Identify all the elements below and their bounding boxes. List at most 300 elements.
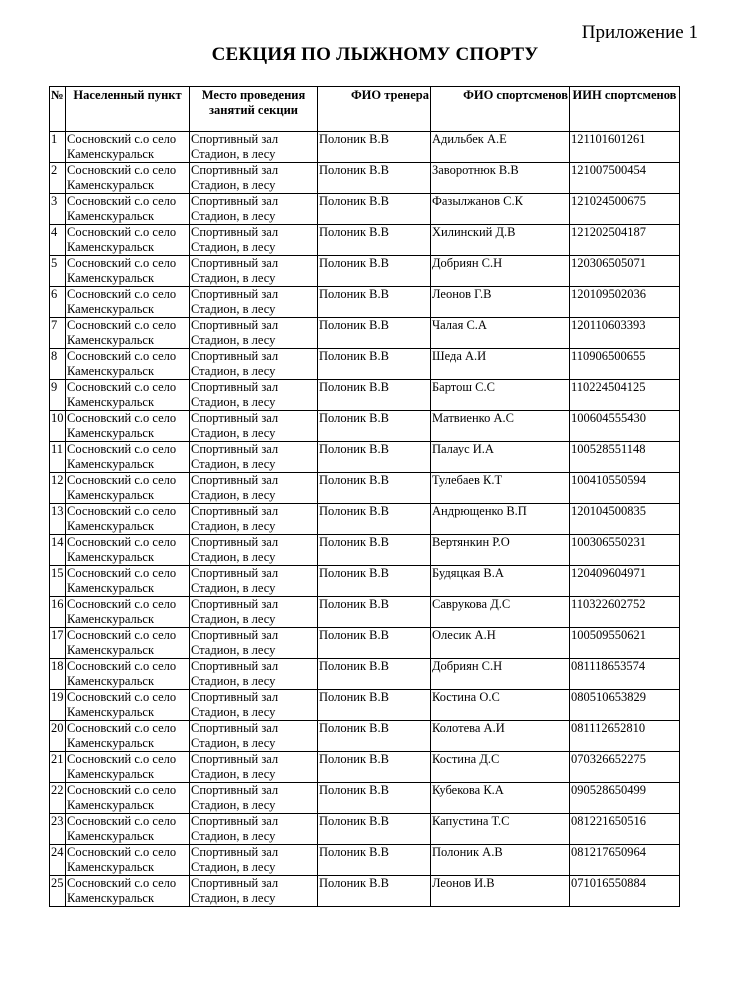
row-number-cell bbox=[50, 597, 66, 628]
locality-text: Каменскуральск bbox=[67, 829, 155, 843]
athlete-text: Шеда А.И bbox=[432, 349, 487, 363]
place-text: Спортивный зал bbox=[191, 597, 279, 611]
iin-cell bbox=[570, 287, 680, 318]
iin-cell bbox=[570, 566, 680, 597]
row-number-text: 1 bbox=[51, 132, 58, 146]
row-number-cell bbox=[50, 752, 66, 783]
table-row bbox=[50, 721, 680, 752]
coach-text: Полоник В.В bbox=[319, 876, 389, 890]
row-number-text: 14 bbox=[51, 535, 64, 549]
athlete-cell bbox=[431, 163, 570, 194]
place-text: Спортивный зал bbox=[191, 411, 279, 425]
locality-text: Сосновский с.о село bbox=[67, 318, 177, 332]
coach-text: Полоник В.В bbox=[319, 690, 389, 704]
coach-text: Полоник В.В bbox=[319, 442, 389, 456]
iin-text: 110322602752 bbox=[571, 597, 646, 611]
place-text: Спортивный зал bbox=[191, 287, 279, 301]
locality-text: Сосновский с.о село bbox=[67, 473, 177, 487]
iin-cell bbox=[570, 721, 680, 752]
coach-text: Полоник В.В bbox=[319, 318, 389, 332]
coach-text: Полоник В.В bbox=[319, 504, 389, 518]
coach-text: Полоник В.В bbox=[319, 349, 389, 363]
column-header-place: Место проведения занятий секции bbox=[190, 87, 318, 132]
column-header-iin: ИИН спортсменов bbox=[570, 87, 680, 132]
place-text: Спортивный зал bbox=[191, 194, 279, 208]
locality-cell bbox=[66, 535, 190, 566]
place-cell bbox=[190, 318, 318, 349]
table-row bbox=[50, 132, 680, 163]
place-text: Спортивный зал bbox=[191, 721, 279, 735]
coach-cell bbox=[318, 876, 431, 907]
coach-cell bbox=[318, 752, 431, 783]
iin-text: 081118653574 bbox=[571, 659, 646, 673]
coach-cell bbox=[318, 194, 431, 225]
coach-cell bbox=[318, 721, 431, 752]
place-cell bbox=[190, 194, 318, 225]
locality-text: Сосновский с.о село bbox=[67, 597, 177, 611]
row-number-cell bbox=[50, 163, 66, 194]
locality-text: Каменскуральск bbox=[67, 736, 155, 750]
locality-cell bbox=[66, 783, 190, 814]
row-number-cell bbox=[50, 442, 66, 473]
appendix-label: Приложение 1 bbox=[581, 22, 698, 43]
athlete-text: Костина Д.С bbox=[432, 752, 500, 766]
athlete-cell bbox=[431, 752, 570, 783]
athlete-cell bbox=[431, 566, 570, 597]
coach-cell bbox=[318, 411, 431, 442]
iin-text: 100306550231 bbox=[571, 535, 646, 549]
place-text: Спортивный зал bbox=[191, 814, 279, 828]
row-number-cell bbox=[50, 504, 66, 535]
locality-text: Сосновский с.о село bbox=[67, 659, 177, 673]
locality-text: Каменскуральск bbox=[67, 674, 155, 688]
place-text: Спортивный зал bbox=[191, 566, 279, 580]
locality-text: Сосновский с.о село bbox=[67, 442, 177, 456]
coach-cell bbox=[318, 690, 431, 721]
locality-cell bbox=[66, 380, 190, 411]
row-number-text: 15 bbox=[51, 566, 64, 580]
coach-text: Полоник В.В bbox=[319, 535, 389, 549]
table-row bbox=[50, 256, 680, 287]
place-text: Стадион, в лесу bbox=[191, 798, 276, 812]
row-number-text: 21 bbox=[51, 752, 64, 766]
athlete-cell bbox=[431, 721, 570, 752]
coach-text: Полоник В.В bbox=[319, 132, 389, 146]
athlete-cell bbox=[431, 845, 570, 876]
iin-cell bbox=[570, 411, 680, 442]
locality-text: Сосновский с.о село bbox=[67, 783, 177, 797]
place-text: Стадион, в лесу bbox=[191, 767, 276, 781]
locality-text: Каменскуральск bbox=[67, 860, 155, 874]
iin-cell bbox=[570, 628, 680, 659]
place-cell bbox=[190, 814, 318, 845]
row-number-text: 18 bbox=[51, 659, 64, 673]
iin-text: 110906500655 bbox=[571, 349, 646, 363]
row-number-text: 10 bbox=[51, 411, 64, 425]
place-text: Стадион, в лесу bbox=[191, 581, 276, 595]
locality-text: Сосновский с.о село bbox=[67, 752, 177, 766]
place-text: Спортивный зал bbox=[191, 659, 279, 673]
iin-cell bbox=[570, 690, 680, 721]
locality-text: Сосновский с.о село bbox=[67, 504, 177, 518]
place-cell bbox=[190, 411, 318, 442]
place-text: Стадион, в лесу bbox=[191, 426, 276, 440]
place-text: Стадион, в лесу bbox=[191, 209, 276, 223]
place-cell bbox=[190, 690, 318, 721]
locality-cell bbox=[66, 752, 190, 783]
coach-cell bbox=[318, 225, 431, 256]
iin-text: 090528650499 bbox=[571, 783, 646, 797]
locality-text: Каменскуральск bbox=[67, 147, 155, 161]
coach-text: Полоник В.В bbox=[319, 225, 389, 239]
place-text: Спортивный зал bbox=[191, 628, 279, 642]
table-row bbox=[50, 411, 680, 442]
iin-cell bbox=[570, 659, 680, 690]
coach-cell bbox=[318, 132, 431, 163]
locality-text: Сосновский с.о село bbox=[67, 628, 177, 642]
coach-cell bbox=[318, 349, 431, 380]
table-row bbox=[50, 659, 680, 690]
place-text: Спортивный зал bbox=[191, 318, 279, 332]
row-number-cell bbox=[50, 256, 66, 287]
locality-text: Сосновский с.о село bbox=[67, 287, 177, 301]
place-text: Стадион, в лесу bbox=[191, 147, 276, 161]
locality-cell bbox=[66, 814, 190, 845]
coach-cell bbox=[318, 318, 431, 349]
place-text: Стадион, в лесу bbox=[191, 736, 276, 750]
place-text: Стадион, в лесу bbox=[191, 705, 276, 719]
row-number-cell bbox=[50, 132, 66, 163]
iin-cell bbox=[570, 225, 680, 256]
iin-text: 100410550594 bbox=[571, 473, 646, 487]
table-row bbox=[50, 504, 680, 535]
row-number-cell bbox=[50, 628, 66, 659]
table-row bbox=[50, 473, 680, 504]
iin-text: 071016550884 bbox=[571, 876, 646, 890]
row-number-text: 7 bbox=[51, 318, 58, 332]
coach-text: Полоник В.В bbox=[319, 380, 389, 394]
place-text: Стадион, в лесу bbox=[191, 302, 276, 316]
place-text: Стадион, в лесу bbox=[191, 364, 276, 378]
table-row bbox=[50, 442, 680, 473]
iin-cell bbox=[570, 473, 680, 504]
locality-text: Каменскуральск bbox=[67, 240, 155, 254]
column-header-number: № bbox=[50, 87, 66, 132]
iin-text: 120110603393 bbox=[571, 318, 646, 332]
locality-text: Сосновский с.о село bbox=[67, 845, 177, 859]
place-cell bbox=[190, 442, 318, 473]
place-text: Стадион, в лесу bbox=[191, 891, 276, 905]
athlete-cell bbox=[431, 597, 570, 628]
place-cell bbox=[190, 504, 318, 535]
iin-cell bbox=[570, 535, 680, 566]
coach-text: Полоник В.В bbox=[319, 194, 389, 208]
locality-text: Каменскуральск bbox=[67, 519, 155, 533]
athlete-text: Добриян С.Н bbox=[432, 659, 503, 673]
locality-cell bbox=[66, 504, 190, 535]
coach-cell bbox=[318, 380, 431, 411]
coach-cell bbox=[318, 535, 431, 566]
athlete-cell bbox=[431, 225, 570, 256]
place-text: Стадион, в лесу bbox=[191, 643, 276, 657]
table-row bbox=[50, 876, 680, 907]
iin-text: 070326652275 bbox=[571, 752, 646, 766]
locality-text: Сосновский с.о село bbox=[67, 721, 177, 735]
row-number-text: 25 bbox=[51, 876, 64, 890]
locality-cell bbox=[66, 349, 190, 380]
place-cell bbox=[190, 132, 318, 163]
row-number-text: 11 bbox=[51, 442, 64, 456]
place-text: Спортивный зал bbox=[191, 504, 279, 518]
table-row bbox=[50, 597, 680, 628]
locality-cell bbox=[66, 876, 190, 907]
place-cell bbox=[190, 256, 318, 287]
row-number-cell bbox=[50, 535, 66, 566]
row-number-cell bbox=[50, 287, 66, 318]
place-text: Стадион, в лесу bbox=[191, 519, 276, 533]
athlete-cell bbox=[431, 411, 570, 442]
row-number-cell bbox=[50, 690, 66, 721]
place-cell bbox=[190, 659, 318, 690]
locality-cell bbox=[66, 132, 190, 163]
row-number-text: 9 bbox=[51, 380, 58, 394]
locality-text: Каменскуральск bbox=[67, 581, 155, 595]
locality-text: Каменскуральск bbox=[67, 333, 155, 347]
athlete-text: Хилинский Д.В bbox=[432, 225, 516, 239]
place-text: Стадион, в лесу bbox=[191, 488, 276, 502]
table-row bbox=[50, 535, 680, 566]
locality-cell bbox=[66, 318, 190, 349]
place-text: Спортивный зал bbox=[191, 256, 279, 270]
locality-cell bbox=[66, 442, 190, 473]
coach-text: Полоник В.В bbox=[319, 256, 389, 270]
row-number-text: 2 bbox=[51, 163, 58, 177]
coach-text: Полоник В.В bbox=[319, 845, 389, 859]
place-text: Спортивный зал bbox=[191, 225, 279, 239]
locality-text: Каменскуральск bbox=[67, 643, 155, 657]
locality-text: Каменскуральск bbox=[67, 426, 155, 440]
locality-cell bbox=[66, 566, 190, 597]
place-text: Стадион, в лесу bbox=[191, 674, 276, 688]
place-cell bbox=[190, 287, 318, 318]
place-cell bbox=[190, 225, 318, 256]
iin-cell bbox=[570, 845, 680, 876]
coach-cell bbox=[318, 659, 431, 690]
coach-text: Полоник В.В bbox=[319, 783, 389, 797]
coach-cell bbox=[318, 504, 431, 535]
coach-text: Полоник В.В bbox=[319, 659, 389, 673]
athlete-text: Костина О.С bbox=[432, 690, 500, 704]
table-row bbox=[50, 690, 680, 721]
row-number-text: 4 bbox=[51, 225, 58, 239]
table-row bbox=[50, 783, 680, 814]
table-row bbox=[50, 845, 680, 876]
place-text: Стадион, в лесу bbox=[191, 333, 276, 347]
place-cell bbox=[190, 535, 318, 566]
coach-text: Полоник В.В bbox=[319, 752, 389, 766]
iin-text: 100509550621 bbox=[571, 628, 646, 642]
coach-cell bbox=[318, 287, 431, 318]
locality-text: Сосновский с.о село bbox=[67, 690, 177, 704]
athlete-text: Вертянкин Р.О bbox=[432, 535, 510, 549]
row-number-cell bbox=[50, 566, 66, 597]
place-text: Спортивный зал bbox=[191, 380, 279, 394]
row-number-text: 3 bbox=[51, 194, 58, 208]
locality-cell bbox=[66, 287, 190, 318]
athlete-text: Бартош С.С bbox=[432, 380, 495, 394]
place-cell bbox=[190, 597, 318, 628]
row-number-cell bbox=[50, 845, 66, 876]
table-row bbox=[50, 225, 680, 256]
table-body bbox=[50, 132, 680, 907]
locality-text: Каменскуральск bbox=[67, 612, 155, 626]
column-header-athlete: ФИО спортсменов bbox=[431, 87, 570, 132]
athlete-text: Тулебаев К.Т bbox=[432, 473, 503, 487]
coach-cell bbox=[318, 442, 431, 473]
table-row bbox=[50, 349, 680, 380]
athlete-text: Кубекова К.А bbox=[432, 783, 504, 797]
place-text: Спортивный зал bbox=[191, 535, 279, 549]
place-cell bbox=[190, 628, 318, 659]
athlete-cell bbox=[431, 628, 570, 659]
coach-text: Полоник В.В bbox=[319, 566, 389, 580]
athlete-text: Полоник А.В bbox=[432, 845, 503, 859]
athlete-text: Заворотнюк В.В bbox=[432, 163, 519, 177]
place-text: Спортивный зал bbox=[191, 473, 279, 487]
athlete-cell bbox=[431, 473, 570, 504]
place-cell bbox=[190, 380, 318, 411]
place-text: Спортивный зал bbox=[191, 690, 279, 704]
locality-text: Каменскуральск bbox=[67, 488, 155, 502]
athlete-cell bbox=[431, 659, 570, 690]
athlete-cell bbox=[431, 287, 570, 318]
locality-cell bbox=[66, 163, 190, 194]
coach-text: Полоник В.В bbox=[319, 473, 389, 487]
coach-text: Полоник В.В bbox=[319, 721, 389, 735]
locality-text: Каменскуральск bbox=[67, 364, 155, 378]
iin-text: 121101601261 bbox=[571, 132, 646, 146]
row-number-text: 5 bbox=[51, 256, 58, 270]
athlete-text: Капустина Т.С bbox=[432, 814, 510, 828]
table-row bbox=[50, 194, 680, 225]
place-cell bbox=[190, 876, 318, 907]
row-number-cell bbox=[50, 783, 66, 814]
locality-text: Сосновский с.о село bbox=[67, 380, 177, 394]
place-text: Стадион, в лесу bbox=[191, 457, 276, 471]
row-number-cell bbox=[50, 814, 66, 845]
table-row bbox=[50, 163, 680, 194]
row-number-text: 12 bbox=[51, 473, 64, 487]
athlete-cell bbox=[431, 535, 570, 566]
locality-text: Каменскуральск bbox=[67, 209, 155, 223]
athlete-text: Саврукова Д.С bbox=[432, 597, 511, 611]
iin-cell bbox=[570, 380, 680, 411]
locality-cell bbox=[66, 473, 190, 504]
locality-cell bbox=[66, 690, 190, 721]
coach-text: Полоник В.В bbox=[319, 411, 389, 425]
locality-cell bbox=[66, 225, 190, 256]
row-number-text: 24 bbox=[51, 845, 64, 859]
athlete-cell bbox=[431, 380, 570, 411]
row-number-text: 20 bbox=[51, 721, 64, 735]
locality-text: Сосновский с.о село bbox=[67, 225, 177, 239]
place-text: Спортивный зал bbox=[191, 752, 279, 766]
coach-cell bbox=[318, 814, 431, 845]
document-title: СЕКЦИЯ ПО ЛЫЖНОМУ СПОРТУ bbox=[211, 44, 539, 65]
row-number-cell bbox=[50, 473, 66, 504]
place-text: Стадион, в лесу bbox=[191, 240, 276, 254]
table-row bbox=[50, 752, 680, 783]
iin-cell bbox=[570, 814, 680, 845]
iin-cell bbox=[570, 442, 680, 473]
locality-text: Каменскуральск bbox=[67, 178, 155, 192]
athlete-cell bbox=[431, 194, 570, 225]
table-header-row bbox=[50, 87, 680, 132]
locality-text: Каменскуральск bbox=[67, 550, 155, 564]
iin-cell bbox=[570, 318, 680, 349]
row-number-text: 8 bbox=[51, 349, 58, 363]
locality-text: Сосновский с.о село bbox=[67, 814, 177, 828]
place-cell bbox=[190, 349, 318, 380]
place-text: Спортивный зал bbox=[191, 845, 279, 859]
athlete-cell bbox=[431, 876, 570, 907]
coach-cell bbox=[318, 163, 431, 194]
locality-text: Каменскуральск bbox=[67, 891, 155, 905]
locality-cell bbox=[66, 597, 190, 628]
column-header-coach: ФИО тренера bbox=[318, 87, 431, 132]
locality-text: Сосновский с.о село bbox=[67, 256, 177, 270]
locality-text: Каменскуральск bbox=[67, 798, 155, 812]
locality-text: Каменскуральск bbox=[67, 457, 155, 471]
coach-cell bbox=[318, 783, 431, 814]
place-text: Стадион, в лесу bbox=[191, 612, 276, 626]
athletes-table bbox=[49, 86, 680, 907]
row-number-cell bbox=[50, 318, 66, 349]
iin-text: 100604555430 bbox=[571, 411, 646, 425]
coach-text: Полоник В.В bbox=[319, 287, 389, 301]
locality-text: Сосновский с.о село bbox=[67, 194, 177, 208]
athlete-cell bbox=[431, 442, 570, 473]
place-text: Спортивный зал bbox=[191, 876, 279, 890]
coach-cell bbox=[318, 628, 431, 659]
row-number-text: 19 bbox=[51, 690, 64, 704]
iin-cell bbox=[570, 349, 680, 380]
place-cell bbox=[190, 721, 318, 752]
table-row bbox=[50, 566, 680, 597]
row-number-text: 6 bbox=[51, 287, 58, 301]
row-number-cell bbox=[50, 659, 66, 690]
place-text: Спортивный зал bbox=[191, 132, 279, 146]
iin-cell bbox=[570, 504, 680, 535]
locality-text: Каменскуральск bbox=[67, 705, 155, 719]
row-number-cell bbox=[50, 225, 66, 256]
place-text: Стадион, в лесу bbox=[191, 178, 276, 192]
row-number-cell bbox=[50, 194, 66, 225]
place-text: Спортивный зал bbox=[191, 349, 279, 363]
iin-text: 100528551148 bbox=[571, 442, 646, 456]
locality-cell bbox=[66, 659, 190, 690]
place-text: Спортивный зал bbox=[191, 163, 279, 177]
locality-text: Каменскуральск bbox=[67, 767, 155, 781]
athlete-text: Колотева А.И bbox=[432, 721, 505, 735]
iin-cell bbox=[570, 783, 680, 814]
athlete-cell bbox=[431, 318, 570, 349]
place-text: Стадион, в лесу bbox=[191, 550, 276, 564]
locality-text: Каменскуральск bbox=[67, 271, 155, 285]
athlete-cell bbox=[431, 814, 570, 845]
coach-cell bbox=[318, 597, 431, 628]
place-cell bbox=[190, 783, 318, 814]
